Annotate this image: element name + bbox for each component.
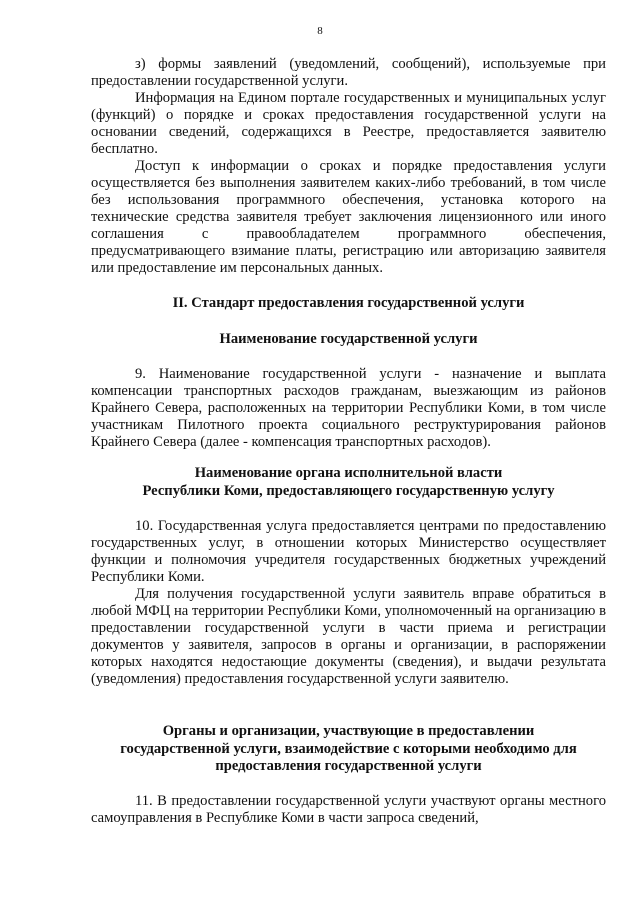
page-number: 8 xyxy=(317,25,323,37)
section-heading: II. Стандарт предоставления государственной услуги xyxy=(172,295,525,311)
paragraph-access-info: Доступ к информации о сроках и порядке предоставления услуги осуществляется без выполнения заявителем каких-либо требований, в том числе без использования программного обеспечения, установка которого на технические средства заявителя требует заключения лицензионного или иного соглашения с правообладателем программного обеспечения, предусматривающего взимание платы, регистрацию или авторизацию заявителя или предоставление им персональных данных. xyxy=(91,158,606,276)
subheading-organ-line-2: Республики Коми, предоставляющего государственную услугу xyxy=(142,483,555,499)
paragraph-11: 11. В предоставлении государственной услуги участвуют органы местного самоуправления в Республике Коми в части запроса сведений, xyxy=(91,793,606,826)
paragraph-10-mfc: Для получения государственной услуги заявитель вправе обратиться в любой МФЦ на территории Республики Коми, уполномоченный на организацию в предоставлении государственной услуги в части приема и регистрации документов у заявителя, запросов в органы и организации, в распоряжении которых находятся недостающие документы (сведения), и выдачи результата (уведомления) предоставления государственной услуги заявителю. xyxy=(91,586,606,687)
subheading-orgs-line-2: государственной услуги, взаимодействие с которыми необходимо для xyxy=(120,741,577,757)
subheading-organ-line-1: Наименование органа исполнительной власти xyxy=(194,465,503,481)
paragraph-9: 9. Наименование государственной услуги - назначение и выплата компенсации транспортных расходов гражданам, выезжающим из районов Крайнего Севера, расположенных на территории Республики Коми, в том числе участникам Пилотного проекта социального реструктурирования районов Крайнего Севера (далее - компенсация транспортных расходов). xyxy=(91,366,606,450)
paragraph-10: 10. Государственная услуга предоставляется центрами по предоставлению государственных услуг, в отношении которых Министерство осуществляет функции и полномочия учредителя государственных бюджетных учреждений Республики Коми. xyxy=(91,518,606,585)
paragraph-item-z: з) формы заявлений (уведомлений, сообщений), используемые при предоставлении государственной услуги. xyxy=(91,56,606,89)
subheading-service-name: Наименование государственной услуги xyxy=(219,331,478,347)
subheading-orgs-line-3: предоставления государственной услуги xyxy=(215,758,482,774)
paragraph-portal-info: Информация на Едином портале государственных и муниципальных услуг (функций) о порядке и сроках предоставления государственной услуги на основании сведений, содержащихся в Реестре, предоставляется заявителю бесплатно. xyxy=(91,90,606,157)
subheading-orgs-line-1: Органы и организации, участвующие в предоставлении xyxy=(162,723,535,739)
